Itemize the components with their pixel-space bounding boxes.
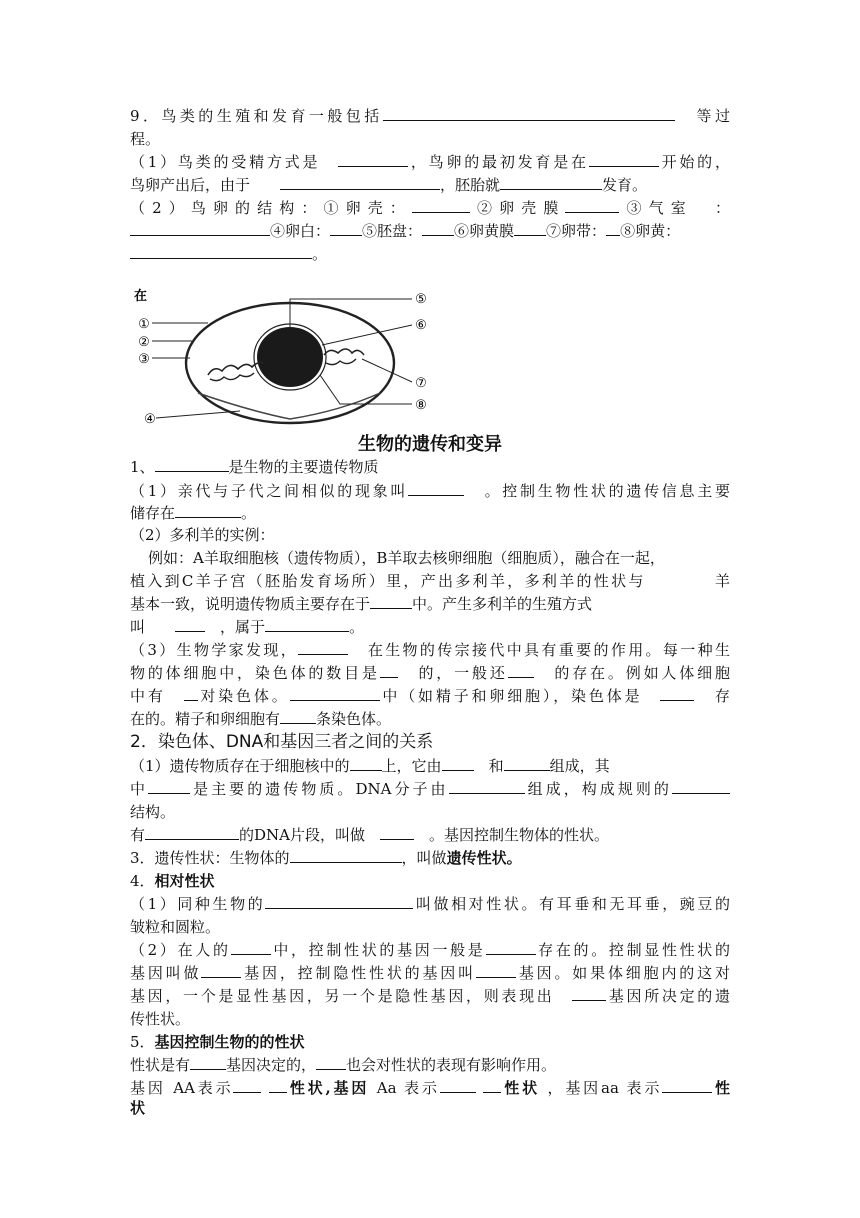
blank[interactable]	[231, 940, 271, 955]
blank[interactable]	[350, 756, 382, 771]
p2-line-3: 结构。	[130, 803, 176, 821]
blank[interactable]	[572, 986, 606, 1001]
p5-heading: 5．基因控制生物的的性状	[130, 1033, 305, 1051]
p5-line-2: 基因 AA表示 性状,基因 Aa 表示 性状 ，基因aa 表示 性	[130, 1079, 730, 1097]
figure-label-2: ②	[138, 335, 150, 350]
blank[interactable]	[265, 894, 413, 909]
q9-s2-line-2: ④卵白： ⑤胚盘： ⑥卵黄膜 ⑦卵带： ⑧卵黄：	[130, 221, 730, 241]
figure-label-6: ⑥	[415, 318, 427, 333]
p4-heading: 4．相对性状	[130, 872, 215, 890]
leader-line-4	[156, 411, 240, 418]
p1-s3-line-3: 中有 对染色体。 中（如精子和卵细胞），染色体是 存	[130, 687, 730, 705]
figure-label-5: ⑤	[415, 292, 427, 307]
q9-line-1: 9．鸟类的生殖和发育一般包括 等过	[130, 107, 730, 125]
blank[interactable]	[316, 1055, 346, 1070]
p2-heading: 2．染色体、DNA和基因三者之间的关系	[130, 732, 434, 752]
blank[interactable]	[383, 106, 675, 121]
blank[interactable]	[660, 686, 694, 701]
blank[interactable]	[130, 221, 270, 236]
p1-ex-line-2: 植入到C羊子宫（胚胎发育场所）里，产出多利羊，多利羊的性状与 羊	[130, 572, 730, 590]
blank[interactable]	[175, 617, 205, 632]
q9-s1-line-2: 鸟卵产出后，由于 ，胚胎就 发育。	[130, 176, 648, 194]
blank[interactable]	[148, 779, 190, 794]
p1-ex-line-3: 基本一致，说明遗传物质主要存在于 中。产生多利羊的生殖方式	[130, 595, 593, 613]
blank[interactable]	[290, 686, 380, 701]
leader-line-7	[362, 359, 412, 382]
blank[interactable]	[442, 756, 474, 771]
blank[interactable]	[380, 663, 398, 678]
q9-s2-line-3: 。	[130, 244, 730, 264]
blank[interactable]	[408, 481, 464, 496]
q9-line-2: 程。	[130, 130, 161, 148]
p1-s1-line-1: （1）亲代与子代之间相似的现象叫 。控制生物性状的遗传信息主要	[130, 482, 730, 500]
blank[interactable]	[330, 221, 362, 236]
blank[interactable]	[672, 779, 730, 794]
blank[interactable]	[184, 686, 198, 701]
blank[interactable]	[233, 1078, 261, 1093]
blank[interactable]	[298, 640, 348, 655]
blank[interactable]	[412, 198, 470, 213]
yolk	[257, 327, 323, 387]
blank[interactable]	[190, 1055, 226, 1070]
blank[interactable]	[370, 594, 412, 609]
blank[interactable]	[175, 503, 241, 518]
shell-membrane-line	[198, 393, 380, 419]
p1-s3-line-2: 物的体细胞中，染色体的数目是 的，一般还 的存在。例如人体细胞	[130, 664, 730, 682]
blank[interactable]	[500, 175, 602, 190]
leader-line-6	[322, 325, 412, 345]
blank[interactable]	[130, 244, 312, 259]
chalaza-right-lower	[326, 359, 356, 365]
p1-heading: 1、 是生物的主要遗传物质	[130, 458, 379, 476]
p1-ex-line-4: 叫 ，属于 。	[130, 618, 365, 636]
p5-line-1: 性状是有 基因决定的， 也会对性状的表现有影响作用。	[130, 1056, 557, 1074]
blank[interactable]	[290, 848, 402, 863]
blank[interactable]	[508, 663, 534, 678]
blank[interactable]	[504, 756, 550, 771]
figure-label-8: ⑧	[415, 398, 427, 413]
blank[interactable]	[265, 617, 349, 632]
blank[interactable]	[565, 198, 619, 213]
blank[interactable]	[476, 963, 516, 978]
p1-ex-line-1: 例如：A羊取细胞核（遗传物质），B羊取去核卵细胞（细胞质），融合在一起，	[148, 549, 665, 567]
p1-s3-line-4: 在的。精子和卵细胞有 条染色体。	[130, 710, 392, 728]
blank[interactable]	[201, 963, 241, 978]
p4-line-4: 基因叫做 基因，控制隐性性状的基因叫 基因。如果体细胞内的这对	[130, 964, 730, 982]
blank[interactable]	[449, 779, 525, 794]
blank[interactable]	[280, 709, 316, 724]
figure-corner-label: 在	[134, 289, 148, 304]
blank[interactable]	[280, 175, 440, 190]
p1-s3-line-1: （3）生物学家发现， 在生物的传宗接代中具有重要的作用。每一种生	[130, 641, 730, 659]
blank[interactable]	[486, 940, 536, 955]
p1-s1-line-2: 储存在 。	[130, 504, 257, 522]
p4-line-5: 基因，一个是显性基因，另一个是隐性基因，则表现出 基因所决定的遗	[130, 987, 730, 1005]
p4-line-1: （1）同种生物的 叫做相对性状。有耳垂和无耳垂，豌豆的	[130, 895, 730, 913]
section-title: 生物的遗传和变异	[358, 434, 502, 455]
blank[interactable]	[269, 1078, 287, 1093]
figure-label-7: ⑦	[415, 376, 427, 391]
p4-line-6: 传性状。	[130, 1010, 191, 1028]
p4-line-2: 皱粒和圆粒。	[130, 918, 221, 936]
blank[interactable]	[606, 221, 620, 236]
p2-line-4: 有 的DNA片段，叫做 。基因控制生物体的性状。	[130, 826, 610, 844]
p4-line-3: （2）在人的 中，控制性状的基因一般是 存在的。控制显性性状的	[130, 941, 730, 959]
blank[interactable]	[145, 825, 239, 840]
figure-label-3: ③	[138, 352, 150, 367]
p2-line-2: 中 是主要的遗传物质。DNA分子由 组成，构成规则的	[130, 779, 730, 799]
chalaza-left-lower	[210, 373, 254, 381]
q9-s2-line-1: （2）鸟卵的结构：①卵壳： ②卵壳膜 ③气室 ：	[130, 199, 730, 217]
figure-label-1: ①	[138, 317, 150, 332]
p3-line: 3．遗传性状：生物体的 ，叫做遗传性状。	[130, 849, 522, 867]
figure-label-4: ④	[144, 412, 156, 427]
p1-s2: （2）多利羊的实例：	[130, 526, 275, 544]
egg-structure-figure	[130, 283, 440, 433]
blank[interactable]	[589, 152, 659, 167]
blank[interactable]	[440, 1078, 476, 1093]
blank[interactable]	[422, 221, 454, 236]
blank[interactable]	[155, 457, 229, 472]
q9-s1-line-1: （1）鸟类的受精方式是 ，鸟卵的最初发育是在 开始的，	[130, 153, 730, 171]
blank[interactable]	[483, 1078, 501, 1093]
blank[interactable]	[338, 152, 408, 167]
blank[interactable]	[662, 1078, 712, 1093]
blank[interactable]	[514, 221, 546, 236]
blank[interactable]	[380, 825, 414, 840]
p2-line-1: （1）遗传物质存在于细胞核中的 上，它由 和 组成，其	[130, 757, 610, 775]
egg-diagram	[130, 283, 440, 433]
p5-line-3: 状	[130, 1099, 146, 1117]
chalaza-right	[324, 349, 364, 355]
